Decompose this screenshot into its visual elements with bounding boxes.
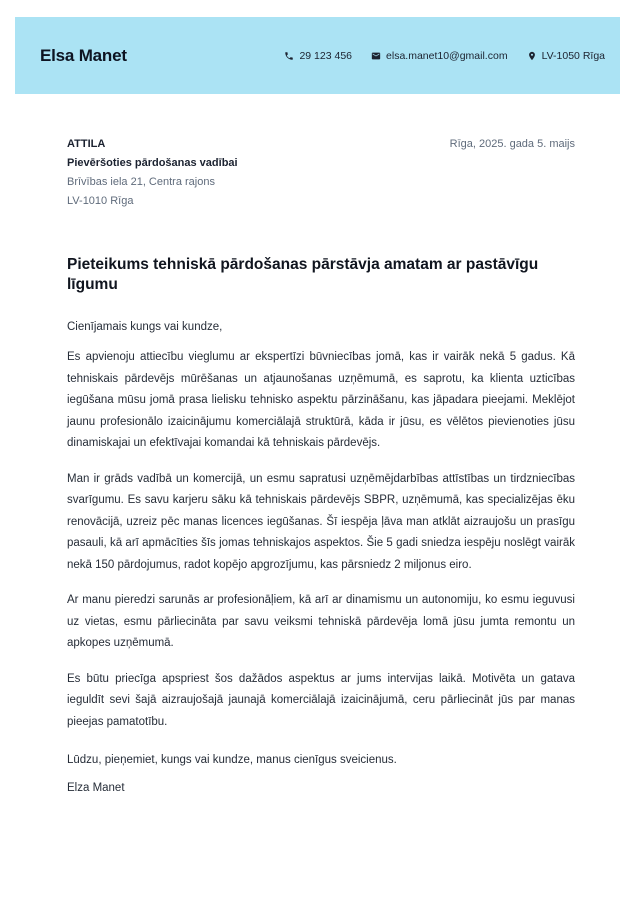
email-contact: [371, 50, 508, 62]
recipient-block: [67, 135, 238, 211]
contact-info: [284, 50, 605, 62]
paragraph-3: Ar manu pieredzi sarunās ar profesionāļiem, kā arī ar dinamismu un autonomiju, ko esmu ieguvusi uz vietas, esmu pārliecināta par savu veiksmi tehniskā pārdevēja lomā jūsu jumta remontu un apkopes uzņēmumā.: [67, 594, 575, 649]
location-contact: [527, 50, 605, 62]
recipient-and-date-row: [67, 135, 575, 211]
applicant-name: Elsa Manet: [40, 45, 127, 65]
phone-icon: [284, 51, 294, 61]
recipient-address-line1: Brīvības iela 21, Centra rajons: [67, 176, 215, 188]
subject-heading: Pieteikums tehniskā pārdošanas pārstāvja amatam ar pastāvīgu līgumu: [67, 256, 539, 293]
email-address: elsa.manet10@gmail.com: [386, 49, 508, 62]
paragraph-1: Es apvienoju attiecību vieglumu ar ekspertīzi būvniecības jomā, kas ir vairāk nekā 5 gadus. Kā tehniskais pārdevējs mūrēšanas un atjaunošanas uzņēmumā, es saprotu, ka klienta uzticības iegūšana mūsu jomā prasa lielisku tehnisko aspektu pārzināšanu, kas jāpadara pieejami. Meklējot jaunu profesionālo izaicinājumu komerciālajā struktūrā, kāda ir jūsu, es vēlētos pievienoties jūsu dinamiskajai un efektīvajai komandai kā tehniskais pārdevējs.: [67, 351, 575, 449]
salutation: Cienījamais kungs vai kundze,: [67, 321, 223, 333]
closing-line: Lūdzu, pieņemiet, kungs vai kundze, manus cienīgus sveicienus.: [67, 754, 397, 766]
cover-letter-page: [0, 17, 640, 922]
email-icon: [371, 51, 381, 61]
paragraph-4: Es būtu priecīga apspriest šos dažādos aspektus ar jums intervijas laikā. Motivēta un gatava ieguldīt sevi šajā aizraujošajā jaunajā komerciālajā izaicinājumā, ceru pārliecināt jūs par manas pieejas pamatotību.: [67, 672, 575, 728]
location-pin-icon: [527, 51, 537, 61]
recipient-address-line2: LV-1010 Rīga: [67, 195, 134, 207]
date-line: Rīga, 2025. gada 5. maijs: [449, 138, 575, 150]
phone-number: 29 123 456: [299, 49, 353, 62]
paragraph-2: Man ir grāds vadībā un komercijā, un esmu sapratusi uzņēmējdarbības attīstības un tirdzniecības svarīgumu. Es savu karjeru sāku kā tehniskais pārdevējs SBPR, uzņēmumā, kas specializējas ēku renovācijā, uzreiz pēc manas licences iegūšanas. Šī iespēja ļāva man atklāt aizraujošu un prasīgu pasauli, kā arī apmācīties šīs jomas tehniskajos aspektos. Šie 5 gadi sniedza iespēju noslēgt vairāk nekā 150 pārdojumus, radot kopējo apgrozījumu, kas pārsniedz 2 miljonus eiro.: [67, 472, 575, 571]
recipient-company: ATTILA: [67, 138, 106, 150]
header-banner: [15, 17, 620, 94]
recipient-attention: Pievēršoties pārdošanas vadībai: [67, 157, 238, 169]
phone-contact: [284, 50, 352, 62]
location-text: LV-1050 Rīga: [541, 49, 605, 62]
signature-name: Elza Manet: [67, 782, 125, 794]
letter-body: [67, 135, 575, 794]
